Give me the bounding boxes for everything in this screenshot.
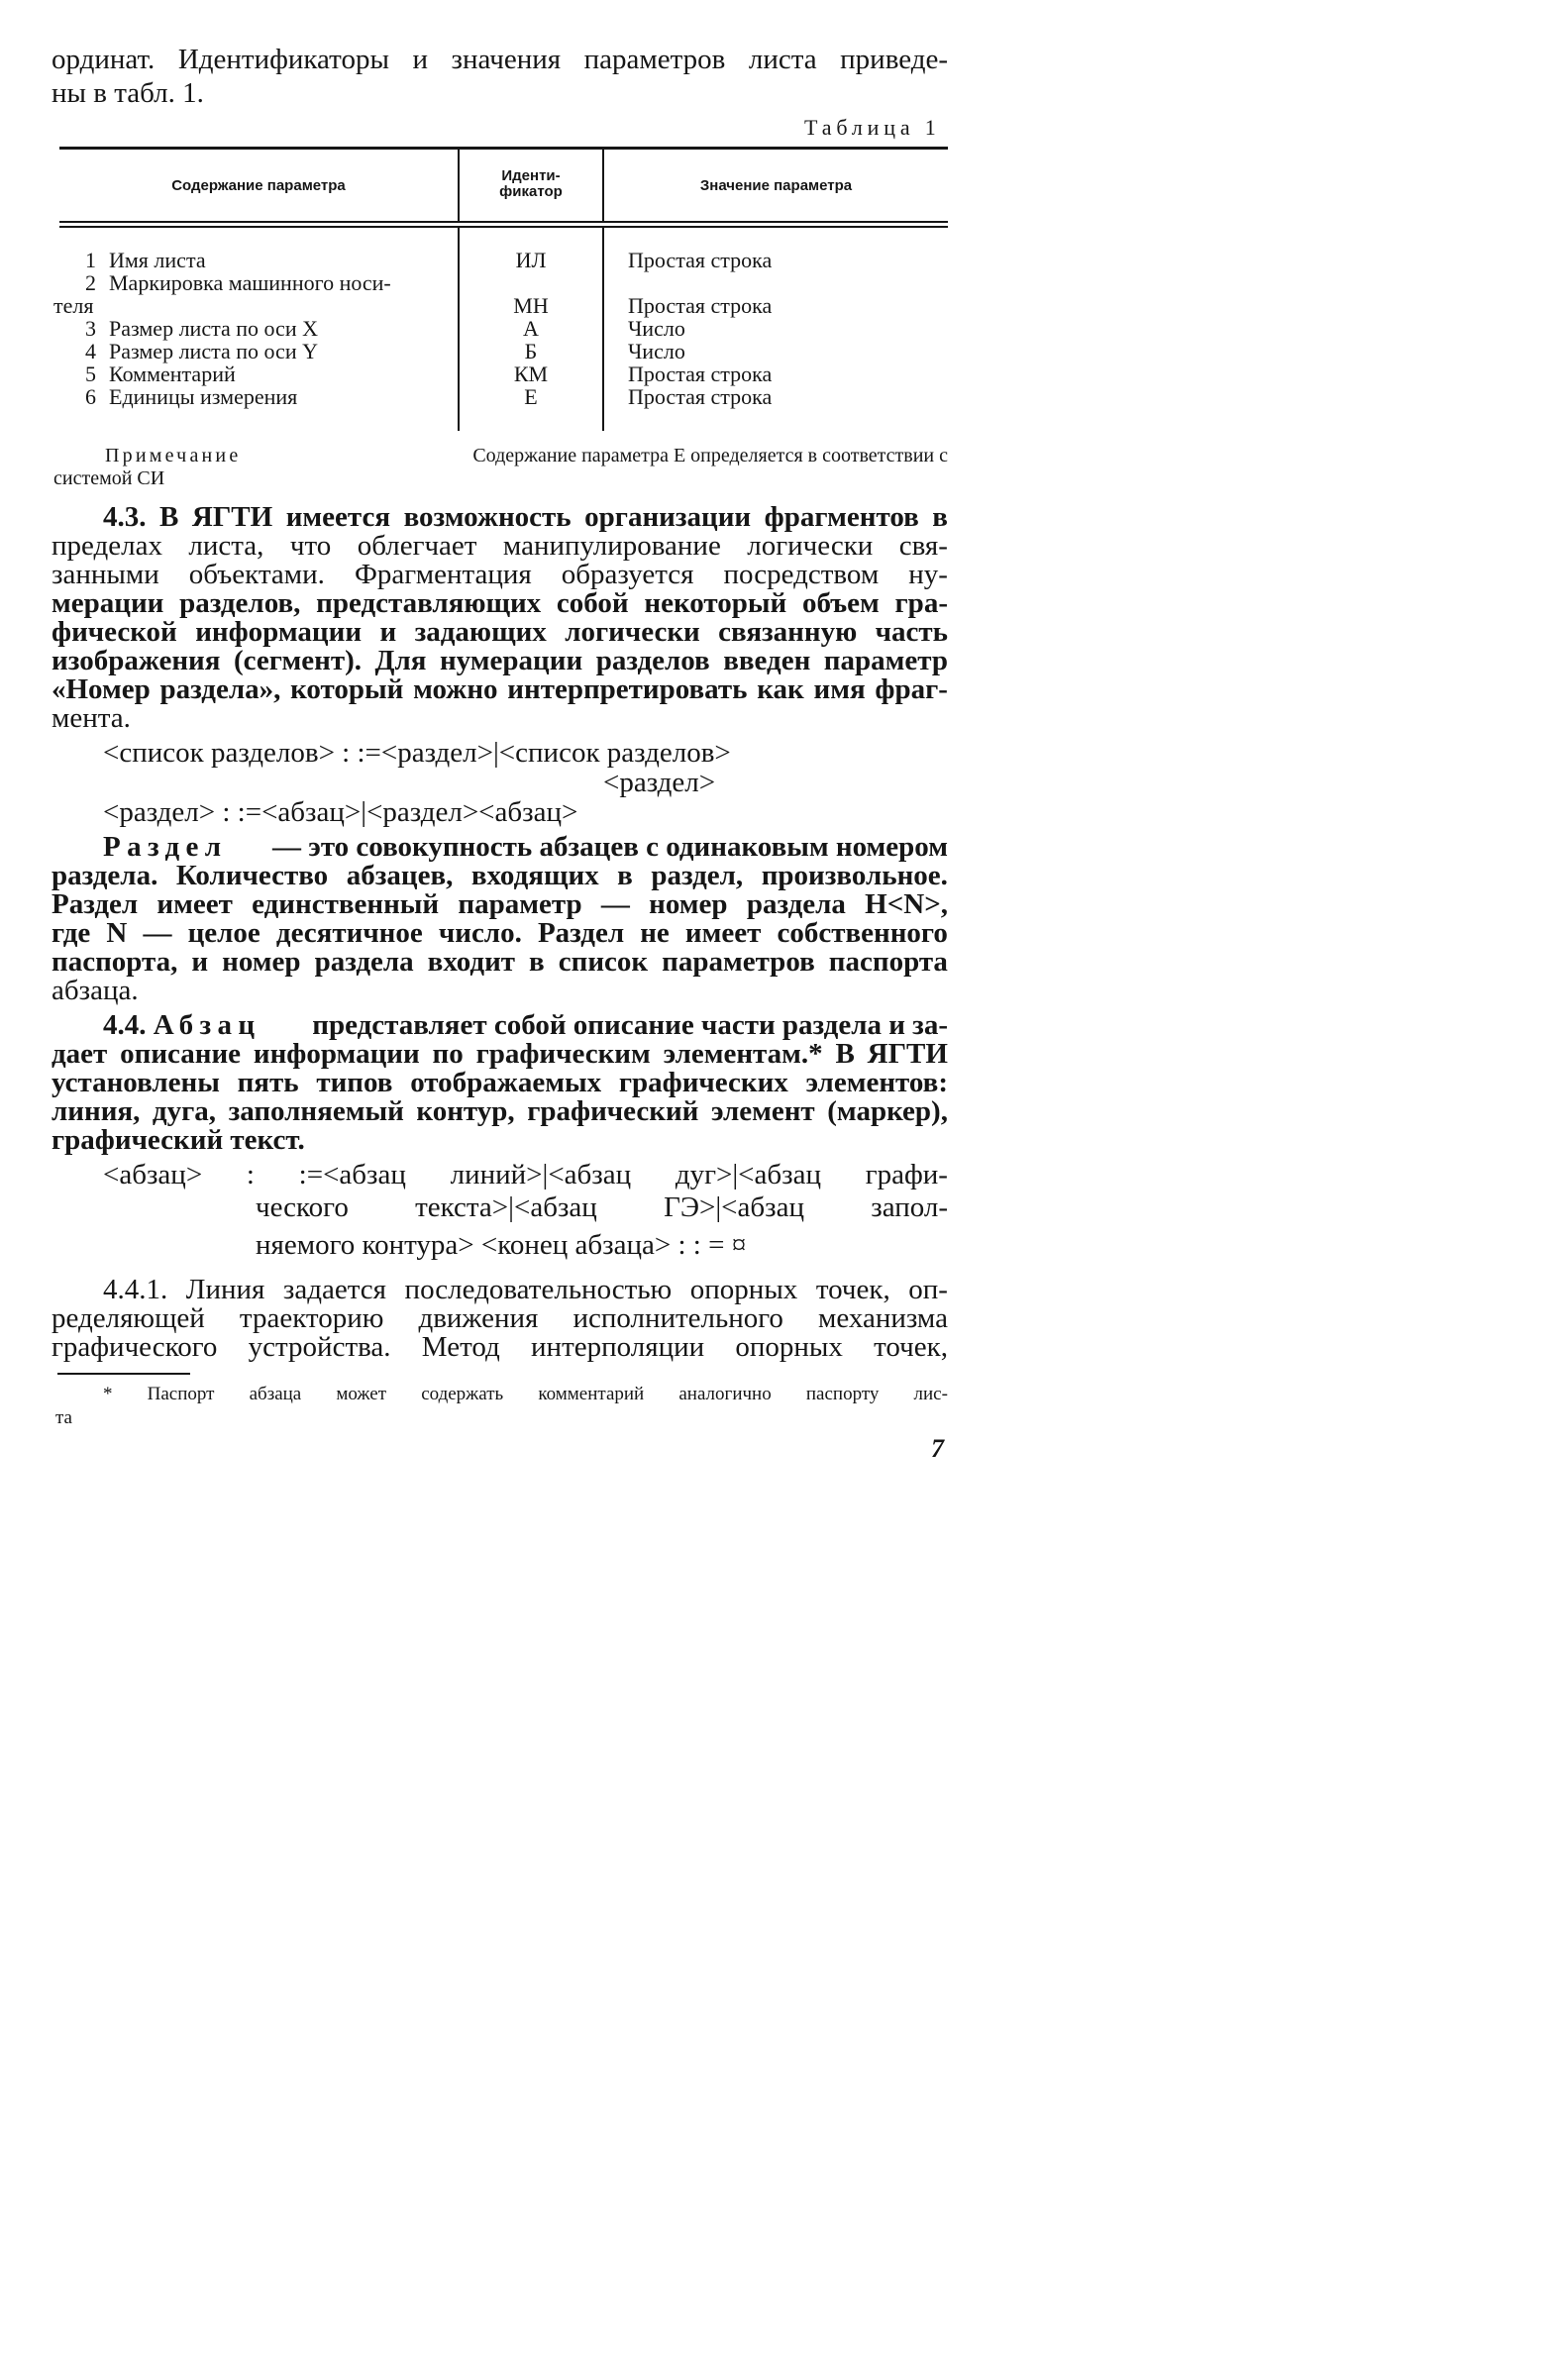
word: параметров — [583, 44, 726, 75]
row-2-name-cont: теля — [53, 293, 94, 318]
word: облегчает — [357, 530, 477, 562]
word: графи- — [865, 1159, 948, 1190]
word: N — [106, 917, 128, 949]
word: разделов — [595, 645, 710, 676]
word: имеет — [684, 917, 762, 949]
word: и — [412, 44, 429, 75]
s44-head — [103, 1011, 260, 1040]
header-id-line-2: фикатор — [499, 182, 563, 200]
word: последовательностью — [404, 1274, 673, 1305]
word: нумерации — [439, 645, 583, 676]
s44-line-3 — [52, 1097, 948, 1126]
razdel-line-1 — [52, 862, 948, 890]
row-4-id: Б — [524, 339, 538, 363]
word: описание — [120, 1038, 242, 1070]
row-1-value: Простая строка — [628, 248, 773, 272]
row-3-id: А — [523, 316, 539, 341]
word: номер — [649, 888, 728, 920]
row-1-id: ИЛ — [515, 248, 547, 272]
row-4-num: 4 — [85, 339, 96, 363]
row-4-value: Число — [628, 339, 685, 363]
s44-num: 4.4. — [103, 1009, 147, 1041]
row-5-name: Комментарий — [109, 362, 236, 386]
word: раздела. — [52, 860, 158, 891]
word: графический — [527, 1095, 699, 1127]
footnote-rule — [57, 1373, 190, 1375]
word: фической — [52, 616, 177, 648]
row-6-value: Простая строка — [628, 384, 773, 409]
row-2-id: МН — [513, 293, 549, 318]
word: графического — [52, 1331, 218, 1363]
s43-line-3 — [52, 589, 948, 618]
s441-line-0 — [103, 1276, 948, 1304]
s43-line-1 — [52, 532, 948, 561]
word: запол- — [871, 1191, 948, 1223]
word: что — [289, 530, 332, 562]
razdel-line-4 — [52, 948, 948, 977]
word: (маркер), — [827, 1095, 948, 1127]
word: можно — [413, 673, 498, 705]
word: ГЭ>|<абзац — [664, 1191, 804, 1223]
word: Раздел — [52, 888, 139, 920]
word: раздела — [314, 946, 414, 978]
word: интерполяции — [531, 1331, 705, 1363]
s43-line-4 — [52, 618, 948, 647]
word: входящих — [470, 860, 599, 891]
word: свя- — [898, 530, 948, 562]
intro-line-1 — [52, 46, 948, 74]
word: аналогично — [678, 1384, 772, 1404]
row-6-num: 6 — [85, 384, 96, 409]
word: паспорту — [805, 1384, 880, 1404]
row-5-id: КМ — [513, 362, 549, 386]
word: раздел, — [651, 860, 744, 891]
word: пределах — [52, 530, 162, 562]
word: пять — [237, 1067, 299, 1098]
row-1-name: Имя листа — [109, 248, 206, 272]
word: : — [246, 1159, 255, 1190]
word: единственный — [252, 888, 440, 920]
word: организации — [584, 501, 752, 533]
word: номер — [222, 946, 301, 978]
word: абзацев, — [346, 860, 454, 891]
word: ну- — [908, 559, 948, 590]
word: паспорта — [828, 946, 948, 978]
s44-line-4: графический текст. — [52, 1124, 305, 1156]
word: объем — [801, 587, 880, 619]
table-caption: Таблица 1 — [804, 115, 941, 140]
word: в — [617, 860, 633, 891]
word: Идентификаторы — [177, 44, 389, 75]
word: ординат. — [52, 44, 156, 75]
word: исполнительного — [572, 1302, 783, 1334]
word: установлены — [52, 1067, 220, 1098]
row-3-num: 3 — [85, 316, 96, 341]
word: линий>|<абзац — [450, 1159, 632, 1190]
word: 4.4.1. — [103, 1274, 168, 1305]
word: * — [103, 1384, 113, 1404]
word: по — [432, 1038, 464, 1070]
word: ческого — [256, 1191, 349, 1223]
word: параметр — [458, 888, 582, 920]
word: текста>|<абзац — [415, 1191, 597, 1223]
word: ЯГТИ — [867, 1038, 948, 1070]
word: ределяющей — [52, 1302, 205, 1334]
row-1-num: 1 — [85, 248, 96, 272]
word: интерпретировать — [507, 673, 748, 705]
word: типов — [316, 1067, 393, 1098]
word: возможность — [403, 501, 572, 533]
word: устройства. — [248, 1331, 391, 1363]
word: некоторый — [644, 587, 787, 619]
footnote-line-2: та — [55, 1407, 72, 1428]
razdel-line-5: абзаца. — [52, 975, 139, 1006]
row-3-name: Размер листа по оси X — [109, 316, 318, 341]
word: — — [600, 888, 630, 920]
s43-line-7: мента. — [52, 702, 131, 734]
word: листа, — [188, 530, 264, 562]
header-id-line-1: Иденти- — [501, 167, 561, 184]
word: список — [558, 946, 649, 978]
word: изображения — [52, 645, 221, 676]
row-6-name: Единицы измерения — [109, 384, 298, 409]
word: — — [143, 917, 172, 949]
word: связанную — [718, 616, 858, 648]
row-2-num: 2 — [85, 270, 96, 295]
bnf-paragraph-1 — [103, 1161, 948, 1190]
word: число. — [438, 917, 522, 949]
word: фраг- — [875, 673, 948, 705]
s44-line-0-rest: представляет собой описание части раздела и за- — [312, 1009, 948, 1041]
s44-line-0 — [103, 1011, 948, 1040]
word: Количество — [175, 860, 329, 891]
note-label: Примечание — [105, 445, 242, 466]
word: мерации — [52, 587, 164, 619]
row-3-value: Число — [628, 316, 685, 341]
word: манипулирование — [502, 530, 721, 562]
word: заполняемый — [228, 1095, 404, 1127]
word: оп- — [908, 1274, 948, 1305]
word: значения — [451, 44, 562, 75]
word: имеет — [156, 888, 233, 920]
word: опорных — [735, 1331, 843, 1363]
razdel-term: Раздел — [103, 831, 228, 863]
word: «Номер — [52, 673, 151, 705]
row-2-name: Маркировка машинного носи- — [109, 270, 391, 295]
s44-term: Абзац — [153, 1009, 261, 1041]
word: раздела — [746, 888, 846, 920]
table-col-divider-2-body — [602, 228, 604, 431]
word: информации — [253, 1038, 420, 1070]
word: в — [932, 501, 948, 533]
bnf-section: <раздел> : :=<абзац>|<раздел><абзац> — [103, 796, 578, 828]
word: и — [191, 946, 209, 978]
word: <абзац> — [103, 1159, 203, 1190]
word: Н<N>, — [865, 888, 948, 920]
word: 4.3. — [103, 501, 147, 533]
word: листа — [748, 44, 817, 75]
table-note-line-1 — [105, 446, 948, 466]
word: образуется — [561, 559, 694, 590]
word: гра- — [894, 587, 948, 619]
word: линия, — [52, 1095, 141, 1127]
word: дуг>|<абзац — [675, 1159, 821, 1190]
razdel-line-2 — [52, 890, 948, 919]
table-header-rule-2 — [59, 226, 948, 228]
word: графических — [618, 1067, 788, 1098]
word: объектами. — [188, 559, 325, 590]
word: элементов: — [805, 1067, 948, 1098]
s43-line-6 — [52, 675, 948, 704]
table-header-value: Значение параметра — [699, 177, 853, 194]
word: Раздел — [537, 917, 625, 949]
word: целое — [187, 917, 260, 949]
word: опорных — [689, 1274, 798, 1305]
word: движения — [418, 1302, 539, 1334]
word: Паспорт — [147, 1384, 215, 1404]
word: произвольное. — [761, 860, 948, 891]
word: приведе- — [840, 44, 948, 75]
word: входит — [427, 946, 516, 978]
word: элемент — [710, 1095, 815, 1127]
word: отображаемых — [410, 1067, 602, 1098]
word: собой — [556, 587, 629, 619]
word: фрагментов — [764, 501, 919, 533]
word: собственного — [777, 917, 948, 949]
word: дуга, — [152, 1095, 216, 1127]
word: дает — [52, 1038, 108, 1070]
word: элементам.* — [663, 1038, 823, 1070]
word: точек, — [874, 1331, 948, 1363]
word: посредством — [723, 559, 880, 590]
word: Для — [374, 645, 427, 676]
word: содержать — [421, 1384, 504, 1404]
table-top-rule — [59, 147, 948, 150]
word: представляющих — [316, 587, 542, 619]
s43-line-5 — [52, 647, 948, 675]
s441-line-2 — [52, 1333, 948, 1362]
word: механизма — [818, 1302, 948, 1334]
word: графическим — [475, 1038, 651, 1070]
word: как — [757, 673, 804, 705]
word: занными — [52, 559, 159, 590]
page-number: 7 — [931, 1434, 944, 1463]
word: часть — [875, 616, 948, 648]
word: задающих — [414, 616, 547, 648]
word: введен — [723, 645, 811, 676]
word: Метод — [421, 1331, 500, 1363]
bnf-section-list-a: <список разделов> : :=<раздел>|<список разделов> — [103, 737, 731, 769]
word: десятичное — [275, 917, 423, 949]
table-header-content: Содержание параметра — [171, 177, 346, 194]
word: логически — [565, 616, 700, 648]
word: контур, — [416, 1095, 515, 1127]
row-4-name: Размер листа по оси Y — [109, 339, 318, 363]
table-header-identifier — [460, 168, 602, 200]
word: траекторию — [239, 1302, 384, 1334]
razdel-line-0 — [103, 833, 948, 862]
word: параметр — [823, 645, 948, 676]
word: информации — [195, 616, 363, 648]
word: Линия — [185, 1274, 265, 1305]
bnf-section-list-b: <раздел> — [603, 767, 716, 798]
word: логически — [747, 530, 874, 562]
s44-line-2 — [52, 1069, 948, 1097]
word: абзаца — [249, 1384, 302, 1404]
word: где — [52, 917, 91, 949]
note-text-1: Содержание параметра Е определяется в соответствии с — [472, 445, 948, 466]
word: и — [379, 616, 397, 648]
word: (сегмент). — [233, 645, 362, 676]
document-page — [0, 0, 1014, 1546]
table-header-rule — [59, 221, 948, 223]
word: разделов, — [179, 587, 301, 619]
word: имя — [813, 673, 866, 705]
razdel-line-3 — [52, 919, 948, 948]
word: комментарий — [538, 1384, 645, 1404]
word: имеется — [285, 501, 391, 533]
word: раздела», — [159, 673, 281, 705]
word: Фрагментация — [354, 559, 532, 590]
word: параметров — [662, 946, 815, 978]
row-5-num: 5 — [85, 362, 96, 386]
bnf-paragraph-3: няемого контура> <конец абзаца> : : = ¤ — [256, 1229, 747, 1261]
row-2-value: Простая строка — [628, 293, 773, 318]
word: В — [159, 501, 179, 533]
footnote-line-1 — [103, 1385, 948, 1403]
s43-line-0 — [103, 503, 948, 532]
word: В — [835, 1038, 855, 1070]
razdel-line-0-rest: — это совокупность абзацев с одинаковым номером — [272, 831, 948, 863]
s441-line-1 — [52, 1304, 948, 1333]
intro-line-2: ны в табл. 1. — [52, 77, 204, 109]
row-6-id: Е — [524, 384, 538, 409]
word: может — [336, 1384, 387, 1404]
word: который — [290, 673, 404, 705]
table-note-line-2: системой СИ — [53, 467, 165, 489]
word: паспорта, — [52, 946, 178, 978]
word: не — [640, 917, 670, 949]
word: точек, — [815, 1274, 890, 1305]
word: :=<абзац — [298, 1159, 406, 1190]
word: ЯГТИ — [191, 501, 273, 533]
word: в — [529, 946, 545, 978]
s44-line-1 — [52, 1040, 948, 1069]
bnf-paragraph-2 — [256, 1193, 948, 1222]
row-5-value: Простая строка — [628, 362, 773, 386]
word: лис- — [913, 1384, 948, 1404]
s43-line-2 — [52, 561, 948, 589]
word: задается — [282, 1274, 386, 1305]
